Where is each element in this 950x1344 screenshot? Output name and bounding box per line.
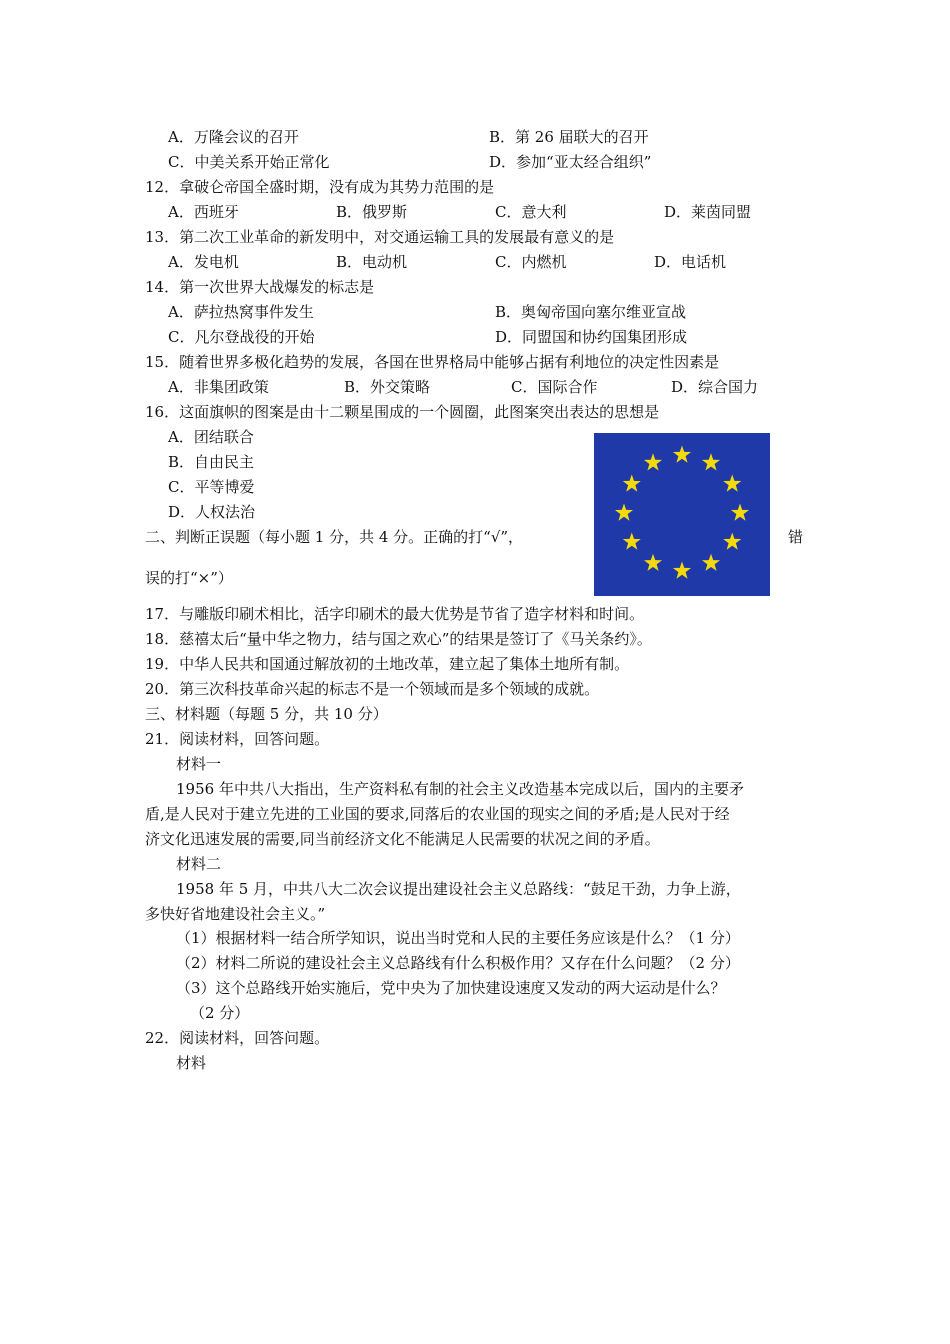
q21-subquestion-1: （1）根据材料一结合所学知识，说出当时党和人民的主要任务应该是什么？（1 分） (176, 929, 740, 947)
q12-option-b: B．俄罗斯 (336, 203, 408, 221)
q15-stem: 15．随着世界多极化趋势的发展，各国在世界格局中能够占据有利地位的决定性因素是 (145, 353, 720, 371)
section-2-heading-cont: 误的打“×”） (145, 569, 233, 587)
star-icon (723, 533, 741, 550)
star-icon (723, 475, 741, 492)
section-2-heading-end: 错 (788, 528, 804, 546)
q13-stem: 13．第二次工业革命的新发明中，对交通运输工具的发展最有意义的是 (145, 228, 615, 246)
q12-option-c: C．意大利 (495, 203, 567, 221)
star-icon (731, 504, 749, 521)
q11-option-b: B．第 26 届联大的召开 (489, 128, 649, 146)
q21-material-1-line-1: 1956 年中共八大指出，生产资料私有制的社会主义改造基本完成以后，国内的主要矛 (176, 780, 744, 798)
q15-option-b: B．外交策略 (344, 378, 431, 396)
q12-option-d: D．莱茵同盟 (664, 203, 752, 221)
q14-option-a: A．萨拉热窝事件发生 (168, 303, 314, 321)
star-icon (673, 562, 691, 579)
star-icon (615, 504, 633, 521)
judgement-20: 20．第三次科技革命兴起的标志不是一个领域而是多个领域的成就。 (145, 680, 600, 698)
q21-material-1-line-2: 盾,是人民对于建立先进的工业国的要求,同落后的农业国的现实之间的矛盾;是人民对于经 (145, 805, 730, 823)
section-2-heading: 二、判断正误题（每小题 1 分，共 4 分。正确的打“√”， (145, 528, 524, 546)
q14-option-d: D．同盟国和协约国集团形成 (495, 328, 688, 346)
q15-option-d: D．综合国力 (671, 378, 759, 396)
q21-material-2-line-1: 1958 年 5 月，中共八大二次会议提出建设社会主义总路线：“鼓足干劲，力争上游， (176, 880, 741, 898)
q16-option-b: B．自由民主 (168, 453, 255, 471)
star-icon (673, 446, 691, 463)
q16-option-c: C．平等博爱 (168, 478, 255, 496)
q13-option-a: A．发电机 (168, 253, 239, 271)
q11-option-c: C．中美关系开始正常化 (168, 153, 330, 171)
judgement-18: 18．慈禧太后“量中华之物力，结与国之欢心”的结果是签订了《马关条约》。 (145, 630, 652, 648)
q21-subquestion-2: （2）材料二所说的建设社会主义总路线有什么积极作用？又存在什么问题？（2 分） (176, 954, 740, 972)
q11-option-d: D．参加“亚太经合组织” (489, 153, 652, 171)
twelve-stars-circle (594, 433, 770, 596)
q16-stem: 16．这面旗帜的图案是由十二颗星围成的一个圆圈，此图案突出表达的思想是 (145, 403, 660, 421)
q14-option-c: C．凡尔登战役的开始 (168, 328, 315, 346)
q14-option-b: B．奥匈帝国向塞尔维亚宣战 (495, 303, 687, 321)
section-3-heading: 三、材料题（每题 5 分，共 10 分） (145, 705, 388, 723)
q21-stem: 21．阅读材料，回答问题。 (145, 730, 330, 748)
q15-option-c: C．国际合作 (511, 378, 598, 396)
q12-option-a: A．西班牙 (168, 203, 239, 221)
judgement-17: 17．与雕版印刷术相比，活字印刷术的最大优势是节省了造字材料和时间。 (145, 605, 645, 623)
q16-option-a: A．团结联合 (168, 428, 254, 446)
q22-material-label: 材料 (176, 1054, 207, 1072)
star-icon (623, 475, 641, 492)
q22-stem: 22．阅读材料，回答问题。 (145, 1029, 330, 1047)
star-icon (623, 533, 641, 550)
star-icon (702, 453, 720, 470)
q14-stem: 14．第一次世界大战爆发的标志是 (145, 278, 375, 296)
q13-option-d: D．电话机 (654, 253, 727, 271)
q12-stem: 12．拿破仑帝国全盛时期，没有成为其势力范围的是 (145, 178, 495, 196)
q21-subquestion-3: （3）这个总路线开始实施后，党中央为了加快建设速度又发动的两大运动是什么？ (176, 979, 726, 997)
judgement-19: 19．中华人民共和国通过解放初的土地改革，建立起了集体土地所有制。 (145, 655, 630, 673)
star-icon (644, 453, 662, 470)
q21-material-2-line-2: 多快好省地建设社会主义。” (145, 905, 326, 923)
q13-option-c: C．内燃机 (495, 253, 567, 271)
q21-material-1-line-3: 济文化迅速发展的需要,同当前经济文化不能满足人民需要的状况之间的矛盾。 (145, 830, 660, 848)
q15-option-a: A．非集团政策 (168, 378, 269, 396)
q21-material-2-label: 材料二 (176, 855, 222, 873)
q21-subquestion-3-score: （2 分） (190, 1004, 250, 1022)
q16-option-d: D．人权法治 (168, 503, 256, 521)
q11-option-a: A．万隆会议的召开 (168, 128, 299, 146)
q13-option-b: B．电动机 (336, 253, 408, 271)
star-icon (644, 554, 662, 571)
q21-material-1-label: 材料一 (176, 755, 222, 773)
star-icon (702, 554, 720, 571)
eu-flag-image (594, 433, 770, 596)
